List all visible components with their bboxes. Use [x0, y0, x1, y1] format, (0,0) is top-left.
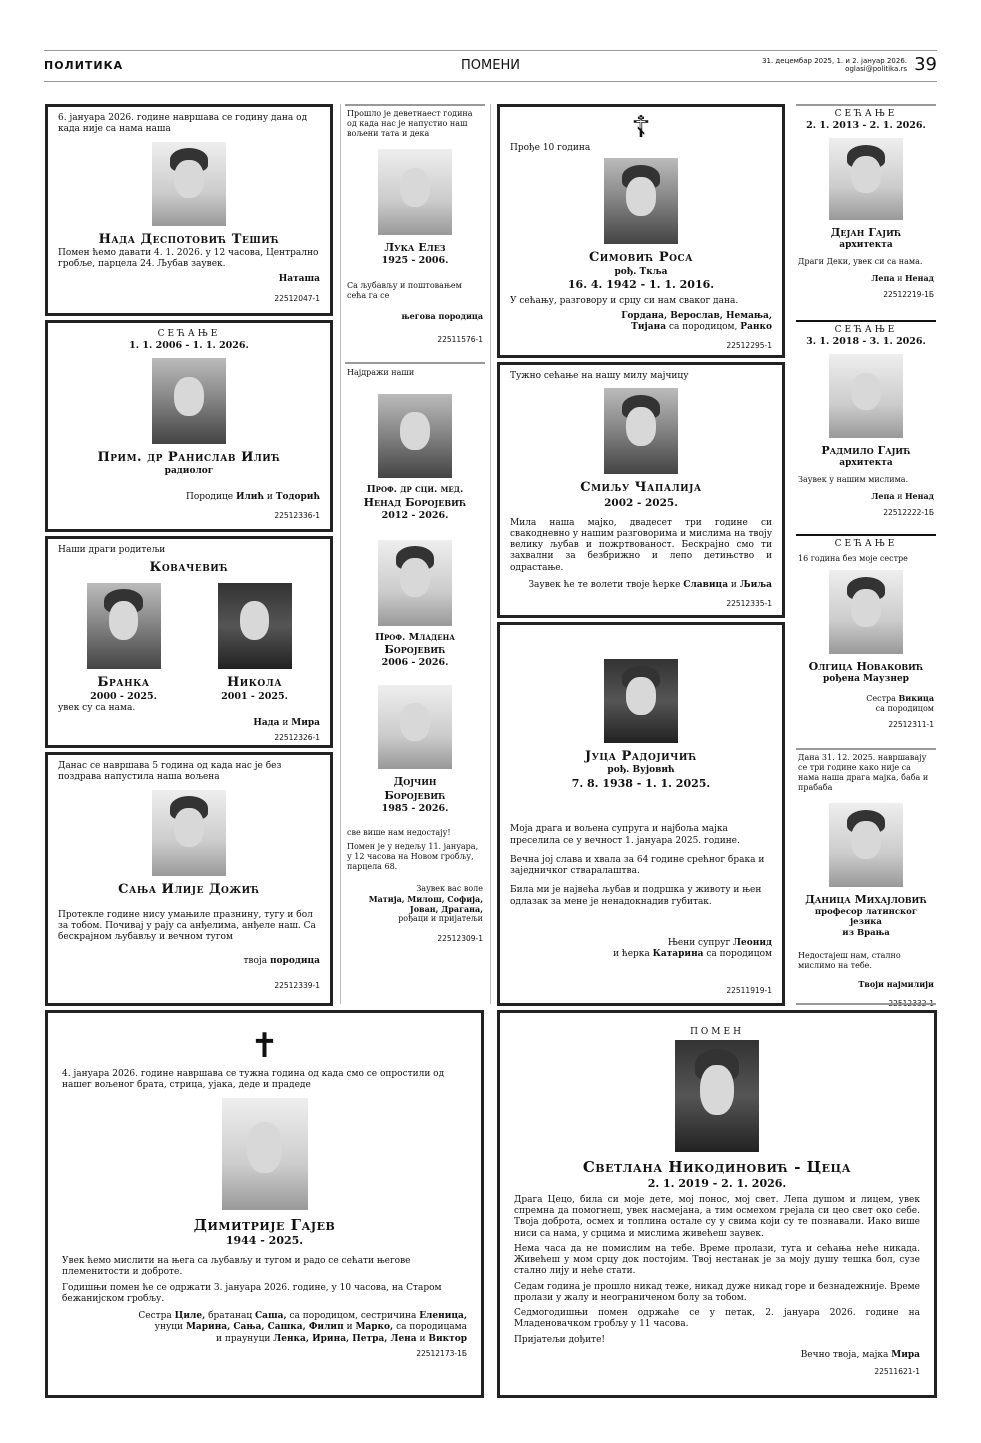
- text-segment: Циле,: [174, 1311, 206, 1321]
- ad-signature: [798, 491, 934, 502]
- ad-signature: [798, 273, 934, 284]
- ad-text: све више нам недостају!: [347, 828, 451, 838]
- text-segment: Љиља: [739, 579, 772, 590]
- ad-signature: [510, 580, 772, 591]
- ad-code: 22511919-1: [726, 986, 772, 996]
- text-segment: Породице: [185, 491, 234, 502]
- portrait-photo: [829, 354, 903, 438]
- text-segment: и: [419, 1333, 426, 1344]
- deceased-years: 1944 - 2025.: [225, 1234, 304, 1248]
- ad-code: 22512309-1: [437, 934, 483, 944]
- photo-detail: [400, 412, 430, 450]
- ad-signature: [798, 693, 934, 714]
- ad-intro: Прође 10 година: [510, 143, 591, 153]
- ad-ranislav: [45, 320, 333, 532]
- ad-intro: Наши драги родитељи: [58, 545, 166, 555]
- deceased-name: Нада Деспотовић Тешић: [98, 231, 280, 247]
- portrait-photo: [218, 583, 292, 669]
- text-segment: Саша,: [255, 1311, 287, 1321]
- text-segment: Тијана: [631, 322, 667, 332]
- ad-sanja: [45, 752, 333, 1006]
- text-segment: Мира: [291, 717, 320, 728]
- maiden-name: рођ. Ткља: [614, 266, 668, 277]
- ad-text: Седмогодишњи помен одржаће се у петак, 2. јануара 2026. године на Младеновачком гробљу у 11 часова.: [514, 1308, 920, 1330]
- ad-intro: Данас се навршава 5 година од када нас је без поздрава напустила наша вољена: [58, 761, 282, 783]
- text-segment: Илић: [235, 491, 265, 502]
- ad-text: Недостајеш нам, стално мислимо на тебе.: [798, 950, 901, 970]
- text-segment: Сестра: [138, 1311, 172, 1321]
- person-years: 1985 - 2026.: [381, 802, 449, 814]
- ad-heading: СЕЋАЊЕ: [157, 329, 221, 339]
- deceased-years: 2002 - 2025.: [604, 496, 678, 509]
- portrait-photo: [829, 570, 903, 654]
- ad-code: 22511621-1: [874, 1367, 920, 1376]
- text-segment: Викица: [898, 693, 934, 704]
- deceased-title: архитекта: [839, 239, 893, 250]
- ad-dejan: [796, 106, 936, 318]
- portrait-photo: [222, 1098, 308, 1210]
- ad-text: Годишњи помен ће се одржати 3. јануара 2026. године, у 10 часова, на Старом бежанијском гробљу.: [62, 1282, 442, 1304]
- ad-text: Драга Цецо, била си моје дете, мој понос, мој свет. Лепа душом и лицем, увек спремна да помогнеш, увек насмејана, а тим осмехом грејала си цео свет око себе. Твоја доброта, осмех и топлина остале су у свима који су те познавали. Иако више ниси са нама, у срцима и мислима живећеш заувек.: [514, 1194, 920, 1239]
- ad-signature: Наташа: [278, 274, 320, 285]
- portrait-photo: [152, 790, 226, 876]
- photo-detail: [400, 703, 430, 741]
- text-segment: и: [897, 274, 903, 284]
- maiden-name: рођ. Вујовић: [607, 765, 675, 776]
- ad-signature: Твоји најмилији: [858, 978, 934, 989]
- ad-text: Увек ћемо мислити на њега са љубављу и тугом и радо се сећати његове племенитости и доброте.: [62, 1256, 411, 1278]
- deceased-title: професор латинског језика: [814, 906, 918, 928]
- photo-detail: [626, 407, 656, 446]
- ad-intro: 4. јануара 2026. године навршава се тужна година од када смо се опростили од нашег вољеног брата, стрица, ујака, деде и прадеде: [62, 1069, 445, 1091]
- portrait-photo: [675, 1040, 759, 1152]
- text-segment: Катарина: [652, 949, 704, 959]
- separator: [345, 362, 485, 364]
- text-segment: Њени супруг: [667, 937, 731, 948]
- ad-kovacevic: [45, 536, 333, 748]
- portrait-photo: [378, 149, 452, 235]
- text-segment: са породицом: [706, 949, 772, 959]
- ad-dates: 1. 1. 2006 - 1. 1. 2026.: [129, 340, 249, 352]
- text-segment: Нада: [253, 717, 280, 728]
- photo-detail: [851, 589, 881, 627]
- text-segment: и: [266, 491, 273, 502]
- ad-text: Драги Деки, увек си са нама.: [798, 257, 923, 267]
- ad-text: Седам година је прошло никад теже, никад дуже никад горе и безнадежније. Време пролази у жалу и неограниченом болу за тобом.: [514, 1281, 920, 1303]
- ad-text: Нема часа да не помислим на тебе. Време пролази, туга и сећања неће никада. Живећеш у мом срцу док постојим. Твој нестанак је за моју душу тешка бол, сузе стално лију и неће стати.: [514, 1243, 920, 1277]
- person-title: Проф. Младена: [375, 631, 455, 643]
- contact-email[interactable]: oglasi@politika.rs: [845, 65, 907, 74]
- ad-text: Помен је у недељу 11. јануара, у 12 часова на Новом гробљу, парцела 68.: [347, 842, 479, 872]
- deceased-dates: 7. 8. 1938 - 1. 1. 2025.: [571, 776, 711, 790]
- ad-intro: 6. јануара 2026. године навршава се годину дана од када није са нама наша: [58, 113, 308, 135]
- ad-text: увек су са нама.: [58, 702, 136, 713]
- ad-signature: [347, 884, 483, 924]
- photo-detail: [174, 160, 204, 198]
- portrait-photo: [829, 803, 903, 887]
- deceased-name: Симовић Роса: [588, 250, 694, 266]
- family-name: Ковачевић: [149, 560, 229, 576]
- text-segment: са породицом, сестричина: [289, 1311, 417, 1321]
- text-segment: Тодорић: [275, 491, 320, 502]
- text-segment: Лепа: [871, 491, 895, 502]
- photo-detail: [851, 156, 881, 193]
- text-segment: твоја: [243, 955, 268, 966]
- text-segment: са породицама: [396, 1322, 467, 1333]
- portrait-photo: [829, 138, 903, 220]
- photo-detail: [247, 1122, 281, 1172]
- ad-signature: [62, 1311, 467, 1345]
- ad-signature: [58, 956, 320, 967]
- deceased-name: Прим. др Ранислав Илић: [97, 450, 281, 466]
- text-segment: Мира: [891, 1349, 920, 1360]
- text-segment: Матија, Милош, Софија,: [368, 894, 483, 905]
- person-name: Ненад Боројевић: [363, 495, 467, 509]
- column-divider: [340, 104, 341, 1004]
- deceased-name: Светлана Никодиновић - Цеца: [582, 1158, 852, 1177]
- person-name: Боројевић: [384, 788, 446, 802]
- deceased-origin: из Врања: [842, 928, 890, 938]
- photo-detail: [240, 601, 270, 640]
- ad-heading: ПОМЕН: [690, 1027, 744, 1037]
- portrait-photo: [604, 659, 678, 743]
- person-years: 2006 - 2026.: [381, 657, 449, 669]
- portrait-photo: [378, 685, 452, 769]
- text-segment: Ленка, Ирина, Петра, Лена: [273, 1333, 417, 1344]
- ad-intro: Најдражи наши: [347, 368, 415, 377]
- ad-olgica: [796, 536, 936, 746]
- text-segment: и ћерка: [613, 949, 650, 959]
- deceased-years: 1925 - 2006.: [381, 254, 449, 266]
- deceased-name: Дејан Гајић: [830, 226, 902, 240]
- text-segment: са породицом: [875, 704, 934, 714]
- text-segment: Јован, Драгана,: [409, 904, 483, 915]
- deceased-name: Олгица Новаковић: [808, 660, 924, 674]
- deceased-name: Димитрије Гајев: [193, 1215, 336, 1234]
- column-divider: [490, 104, 491, 1004]
- orthodox-cross-icon: ☦: [631, 110, 651, 145]
- deceased-name: Јуца Радојичић: [584, 749, 698, 764]
- text-segment: рођаци и пријатељи: [398, 914, 483, 924]
- ad-text: Са љубављу и поштовањем сећа га се: [347, 280, 462, 300]
- issue-info: [762, 57, 907, 74]
- deceased-name: Сања Илије Дожић: [118, 881, 260, 897]
- page-number: 39: [914, 54, 937, 75]
- deceased-dates: 2. 1. 2019 - 2. 1. 2026.: [647, 1177, 787, 1190]
- ad-text: Мила наша мајко, двадесет три године си свакодневно у нашим разговорима и мислима на твоју велику љубав и пожртвованост. Бескрајно смо ти захвални за безбрижно и лепо детињство и одрастање.: [510, 517, 772, 573]
- ad-text: Била ми је највећа љубав и подршка у животу и њен одлазак за мене је ненадокнадив губитак.: [510, 885, 762, 907]
- ad-text: Помен ћемо давати 4. 1. 2026. у 12 часова, Централно гробље, парцела 24. Љубав заувек.: [58, 247, 319, 269]
- ad-luka: [345, 106, 485, 360]
- issue-dates: 31. децембар 2025, 1. и 2. јануар 2026.: [762, 57, 907, 65]
- text-segment: Еленица,: [419, 1311, 467, 1321]
- section-title: ПОМЕНИ: [461, 58, 520, 73]
- text-segment: и: [346, 1322, 353, 1333]
- deceased-title: радиолог: [164, 466, 214, 477]
- portrait-photo: [152, 358, 226, 444]
- ad-signature: [514, 1350, 920, 1361]
- text-segment: братанац: [208, 1311, 253, 1321]
- ad-code: 22512047-1: [274, 293, 320, 303]
- text-segment: Сестра: [866, 694, 896, 704]
- ad-text: Моја драга и вољена супруга и најбоља мајка преселила се у вечност 1. јануара 2025. године.: [510, 824, 740, 846]
- deceased-name: Лука Елез: [384, 241, 446, 254]
- person-years: 2000 - 2025.: [90, 690, 157, 702]
- ad-rosa: [497, 104, 785, 358]
- portrait-photo: [378, 394, 452, 478]
- person-title: Проф. др сци. мед.: [366, 484, 464, 495]
- newspaper-logo: ПОЛИТИКА: [44, 59, 124, 72]
- ad-code: 22512311-1: [888, 720, 934, 730]
- text-segment: Ранко: [740, 322, 772, 332]
- separator: [796, 1003, 936, 1005]
- text-segment: Марина, Сања, Сашка, Филип: [185, 1322, 344, 1333]
- ad-danica: [796, 750, 936, 1002]
- text-segment: Заувек вас воле: [416, 884, 483, 894]
- photo-detail: [400, 558, 430, 597]
- person-years: 2012 - 2026.: [381, 509, 449, 521]
- ad-juca: [497, 622, 785, 1006]
- ad-code: 22512335-1: [726, 599, 772, 609]
- ad-text: Заувек у нашим мислима.: [798, 475, 909, 485]
- photo-detail: [400, 168, 430, 207]
- ad-text: У сећању, разговору и срцу си нам сваког дана.: [510, 295, 739, 306]
- ad-intro: Дана 31. 12. 2025. навршавају се три године како није са нама наша драга мајка, баба и прабаба: [798, 753, 929, 792]
- person-name: Никола: [226, 674, 283, 690]
- photo-detail: [851, 821, 881, 859]
- person-first-name: Дојчин: [393, 775, 437, 788]
- ad-heading: СЕЋАЊЕ: [834, 109, 898, 119]
- ad-heading: СЕЋАЊЕ: [834, 539, 898, 549]
- ad-code: 22512295-1: [726, 341, 772, 351]
- ad-signature: [58, 492, 320, 503]
- ad-smilja: [497, 362, 785, 618]
- ad-dates: 3. 1. 2018 - 3. 1. 2026.: [806, 336, 926, 348]
- ad-code: 22512173-1Б: [416, 1348, 467, 1358]
- deceased-name: Даница Михајловић: [805, 893, 927, 906]
- photo-detail: [851, 373, 881, 411]
- photo-detail: [109, 601, 139, 640]
- ad-text: Вечна јој слава и хвала за 64 године срећног брака и заједничког стваралаштва.: [510, 854, 765, 876]
- person-branka: [87, 577, 161, 703]
- text-segment: Марко,: [355, 1322, 394, 1333]
- portrait-photo: [378, 540, 452, 626]
- ad-code: 22512326-1: [274, 733, 320, 743]
- photo-detail: [626, 677, 656, 715]
- ad-nada: [45, 104, 333, 316]
- text-segment: и: [282, 717, 289, 728]
- ad-code: 22512339-1: [274, 980, 320, 990]
- ad-dates: 2. 1. 2013 - 2. 1. 2026.: [806, 120, 926, 132]
- text-segment: унуци: [154, 1322, 184, 1333]
- ad-signature: [510, 311, 772, 334]
- ad-dimitrije: [45, 1010, 484, 1398]
- photo-detail: [700, 1065, 734, 1115]
- ad-text: Протекле године нису умањиле празнину, тугу и бол за тобом. Почивај у рају са анђелима, анђеле наш. Са бескрајном љубављу и вечном тугом: [58, 909, 316, 943]
- person-name: Боројевић: [384, 643, 446, 657]
- portrait-photo: [604, 158, 678, 244]
- portrait-photo: [604, 388, 678, 474]
- ad-borojevic: [345, 365, 485, 1005]
- text-segment: Заувек ће те волети твоје ћерке: [528, 579, 681, 590]
- text-segment: и: [897, 492, 903, 502]
- ad-heading: СЕЋАЊЕ: [834, 325, 898, 335]
- text-segment: и: [730, 579, 737, 590]
- ad-intro: Прошло је деветнаест година од када нас је напустио наш вољени тата и дека: [347, 109, 473, 138]
- text-segment: Славица: [683, 579, 729, 590]
- photo-detail: [174, 377, 204, 416]
- photo-detail: [174, 808, 204, 847]
- text-segment: са породицом,: [668, 322, 738, 332]
- ad-code: 22512219-1Б: [883, 290, 934, 300]
- text-segment: породица: [269, 955, 320, 966]
- deceased-name: Радмило Гајић: [821, 444, 911, 458]
- portraits-row: [58, 577, 320, 703]
- photo-detail: [626, 177, 656, 216]
- ad-signature: [58, 718, 320, 729]
- ad-text: Пријатељи дођите!: [514, 1334, 606, 1345]
- text-segment: Лепа: [871, 273, 895, 284]
- maiden-name: рођена Маузнер: [823, 674, 909, 684]
- ad-signature: [510, 938, 772, 961]
- text-segment: Ненад: [904, 273, 934, 284]
- deceased-name: Смиљу Чапалија: [580, 480, 702, 496]
- portrait-photo: [87, 583, 161, 669]
- text-segment: Виктор: [428, 1333, 467, 1344]
- ad-code: 22511576-1: [437, 334, 483, 344]
- text-segment: Ненад: [904, 491, 934, 502]
- deceased-dates: 16. 4. 1942 - 1. 1. 2016.: [567, 277, 715, 291]
- portrait-photo: [152, 142, 226, 226]
- text-segment: Вечно твоја, мајка: [800, 1349, 889, 1360]
- ad-code: 22512336-1: [274, 510, 320, 520]
- deceased-title: архитекта: [839, 457, 893, 468]
- text-segment: и праунуци: [216, 1333, 271, 1344]
- ad-intro: Тужно сећање на нашу милу мајчицу: [510, 371, 689, 381]
- person-nikola: [218, 577, 292, 703]
- ad-svetlana: [497, 1010, 937, 1398]
- page-header: [44, 50, 937, 82]
- ad-intro: 16 година без моје сестре: [798, 554, 908, 564]
- ad-radmilo: [796, 322, 936, 532]
- person-name: Бранка: [97, 674, 150, 690]
- text-segment: Гордана, Верослав, Немања,: [621, 310, 772, 321]
- ad-signature: његова породица: [401, 310, 483, 321]
- person-years: 2001 - 2025.: [221, 690, 288, 702]
- ad-code: 22512222-1Б: [883, 508, 934, 518]
- orthodox-cross-icon: ✝: [250, 1026, 279, 1066]
- text-segment: Леонид: [733, 937, 772, 948]
